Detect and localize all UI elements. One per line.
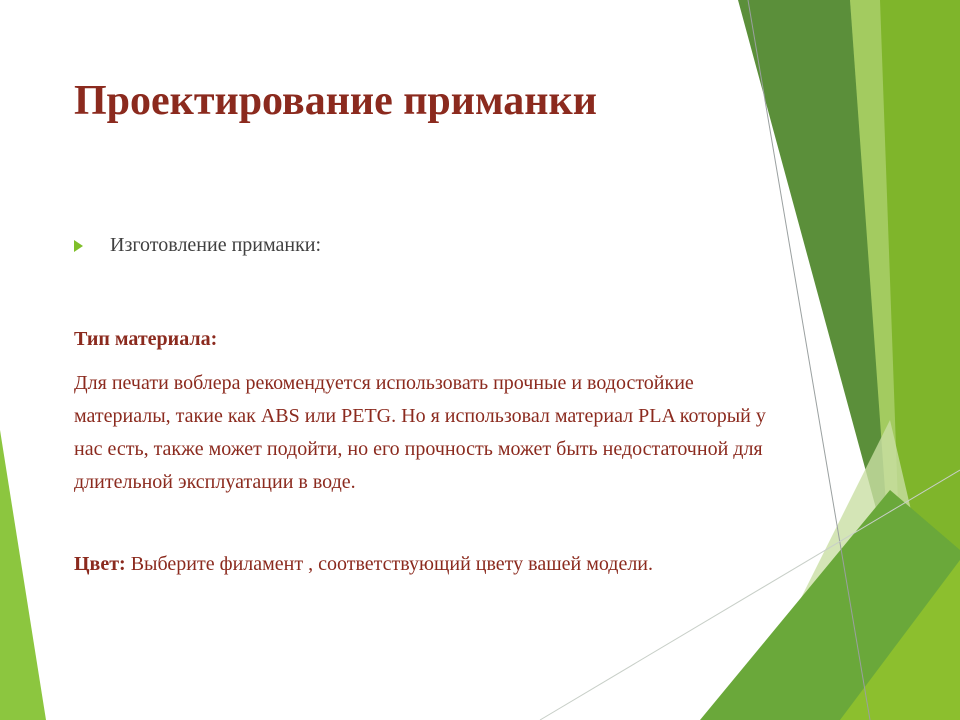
slide-title: Проектирование приманки bbox=[74, 78, 597, 124]
color-label: Цвет: bbox=[74, 553, 126, 575]
bullet-text: Изготовление приманки: bbox=[110, 234, 322, 256]
material-heading: Тип материала: bbox=[74, 328, 218, 350]
left-wedge bbox=[0, 430, 46, 720]
bullet-item bbox=[74, 234, 321, 257]
color-text: Выберите филамент , соответствующий цвету вашей модели. bbox=[125, 553, 654, 575]
color-line bbox=[74, 548, 794, 581]
material-paragraph: Для печати воблера рекомендуется использовать прочные и водостойкие материалы, такие как ABS или PETG. Но я использовал материал PLA который у нас есть, также может подойти, но его прочность может быть недостаточной для длительной эксплуатации в воде. bbox=[74, 372, 766, 493]
triangle-bullet-icon bbox=[74, 240, 83, 252]
